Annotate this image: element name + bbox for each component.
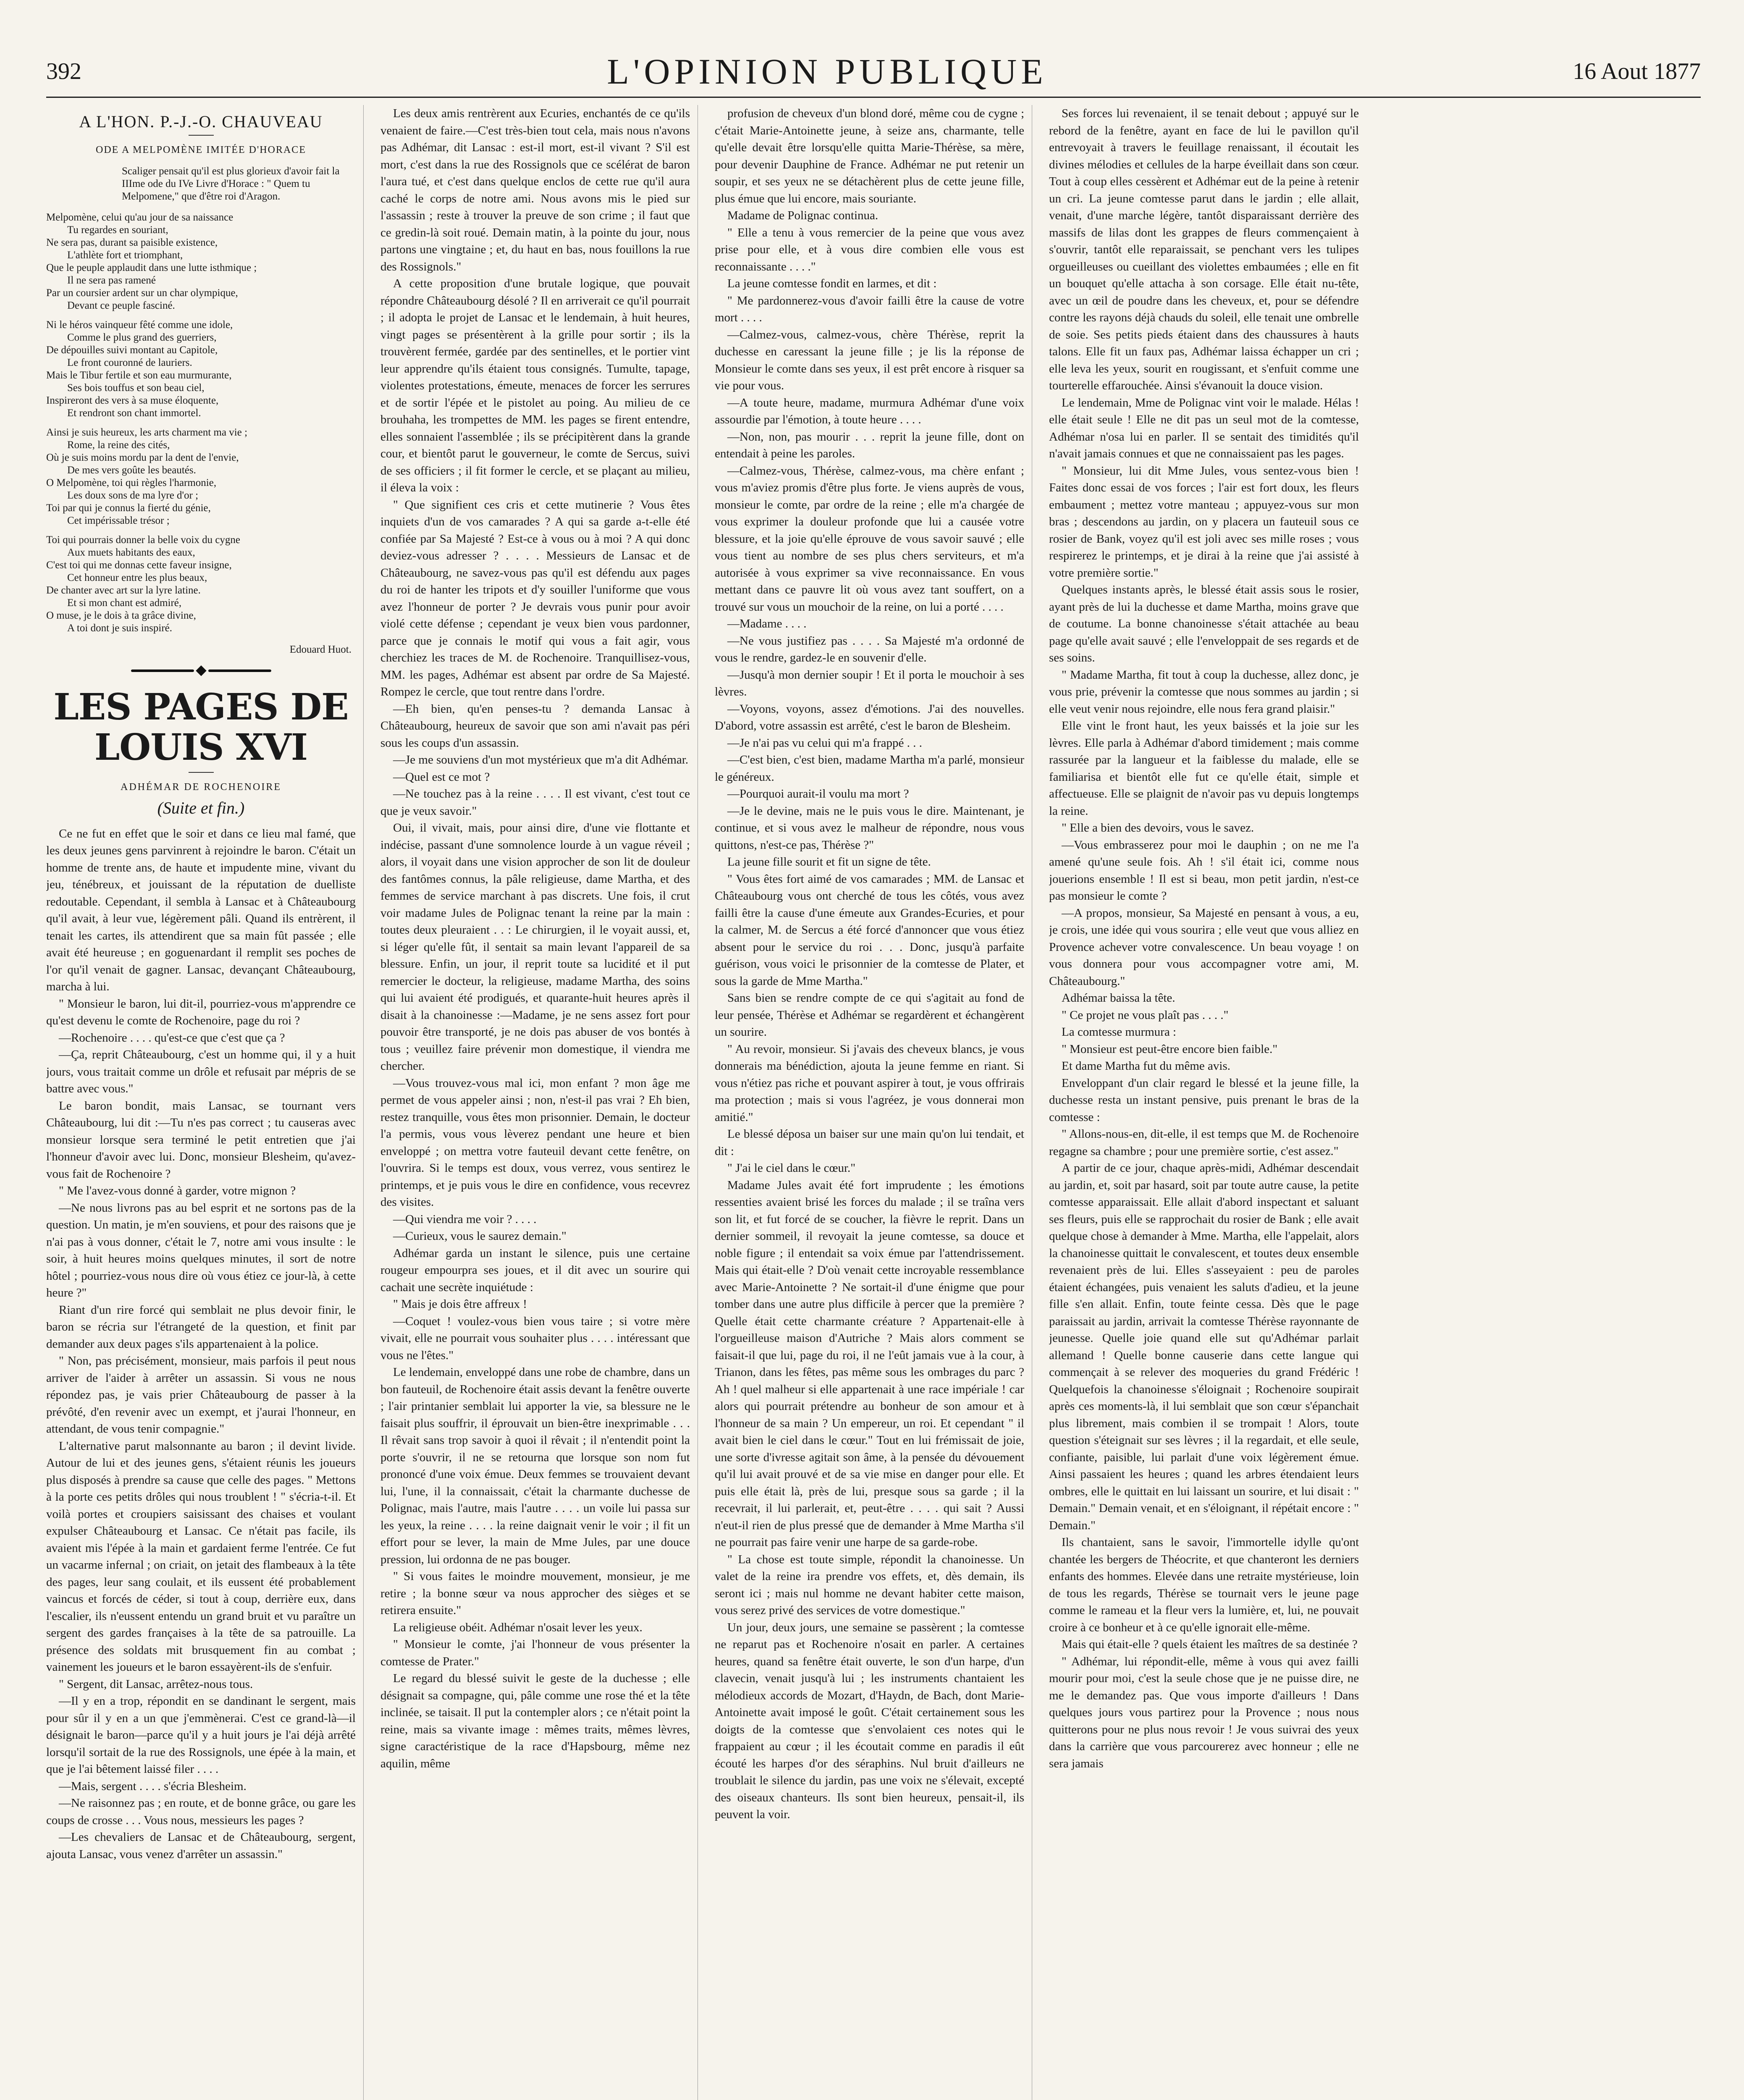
paragraph: Riant d'un rire forcé qui semblait ne plus devoir finir, le baron se récria sur l'étrangeté de la question, et finit par demander aux deux pages s'ils appartenaient à la police. bbox=[46, 1303, 356, 1351]
poem-line: L'athlète fort et triomphant, bbox=[67, 249, 183, 261]
paragraph: La religieuse obéit. Adhémar n'osait lever les yeux. bbox=[393, 1620, 643, 1634]
paragraph: Ses forces lui revenaient, il se tenait debout ; appuyé sur le rebord de la fenêtre, ayant en face de lui le pavillon qu'il entrevoyait à travers le feuillage renaissant, il écoutait les divines mélodies et cellules de la harpe éveillait dans son cœur. Tout à coup elles cessèrent et Adhémar eut de la peine à retenir un cri. La jeune comtesse parut dans le jardin ; elle allait, venait, d'une marche légère, tantôt disparaissant derrière des massifs de lilas dont les grappes de fleurs commençaient à s'ouvrir, tantôt elle reparaissait, se penchant vers les tulipes orgueilleuses ou cueillant des violettes embaumées ; elle en fit un bouquet qu'elle attacha à son corsage. Elle était nu-tête, avec un œil de poudre dans les cheveux, et, pour se défendre contre les rayons déjà chauds du soleil, elle tenait une ombrelle de soie. Ses petits pieds étaient dans des chaussures à hauts talons. Elle fit un faux pas, Adhémar laissa échapper un cri ; elle leva les yeux, sourit en rougissant, et s'enfuit comme une tourterelle effarouchée. Ainsi s'évanouit la douce vision. bbox=[1049, 107, 1359, 392]
paragraph: —Jusqu'à mon dernier soupir ! Et il porta le mouchoir à ses lèvres. bbox=[715, 668, 1024, 698]
poem-line: Comme le plus grand des guerriers, bbox=[67, 332, 217, 343]
paragraph: Madame de Polignac continua. bbox=[727, 209, 879, 222]
poem-line: C'est toi qui me donnas cette faveur insigne, bbox=[46, 559, 232, 571]
story-title: LES PAGES DE LOUIS XVI bbox=[53, 685, 349, 769]
divider bbox=[189, 135, 214, 136]
paragraph: —Les chevaliers de Lansac et de Châteaubourg, sergent, ajouta Lansac, vous venez d'arrêter un assassin." bbox=[46, 1830, 356, 1861]
paragraph: Un jour, deux jours, une semaine se passèrent ; la comtesse ne reparut pas et Rochenoire n'osait en parler. A certaines heures, quand sa fenêtre était ouverte, le son d'un harpe, d'un clavecin, venait jusqu'à lui ; les instruments chantaient les mélodieux accords de Mozart, d'Haydn, de Bach, dont Marie-Antoinette avait imposé le goût. C'était certainement sous les doigts de la comtesse que s'envolaient ces notes qui le frappaient au cœur ; il les écoutait comme en paradis il eût écouté les harpes d'or des séraphins. Nul bruit d'ailleurs ne troublait le silence du jardin, pas une voix ne s'élevait, excepté des oiseaux chanteurs. Ils sont bien heureux, pensait-il, ils peuvent la voir. bbox=[715, 1620, 1024, 1821]
paragraph: —Rochenoire . . . . qu'est-ce que c'est que ça ? bbox=[59, 1031, 285, 1045]
paragraph: —Non, non, pas mourir . . . reprit la jeune fille, dont on entendait à peine les paroles. bbox=[715, 430, 1024, 460]
poem-body bbox=[46, 211, 356, 635]
paragraph: —Ça, reprit Châteaubourg, c'est un homme qui, il y a huit jours, vous traitait comme un drôle et refusait par mépris de se battre avec vous." bbox=[46, 1048, 356, 1095]
paragraph: —Je le devine, mais ne le puis vous le dire. Maintenant, je continue, et si vous avez le malheur de répondre, nous vous quittons, n'est-ce pas, Thérèse ?" bbox=[715, 804, 1024, 852]
column-1 bbox=[46, 105, 364, 2100]
poem-epigraph: Scaliger pensait qu'il est plus glorieux d'avoir fait la IIIme ode du IVe Livre d'Horace : " Quem tu Melpomene," que d'être roi d'Aragon. bbox=[122, 165, 340, 202]
paragraph: —Calmez-vous, calmez-vous, chère Thérèse, reprit la duchesse en caressant la jeune fille ; je lis la réponse de Monsieur le comte dans ses yeux, il est prêt encore à risquer sa vie pour vous. bbox=[715, 328, 1024, 392]
poem-line: Tu regardes en souriant, bbox=[67, 224, 168, 236]
paragraph: " Au revoir, monsieur. Si j'avais des cheveux blancs, je vous donnerais ma bénédiction, ajouta la jeune femme en riant. Si vous n'étiez pas riche et pouvant aspirer à tout, je vous offrirais ma protection ; mais si vous l'agréez, je vous donnerai mon amitié." bbox=[715, 1042, 1024, 1124]
paragraph: " Me l'avez-vous donné à garder, votre mignon ? bbox=[59, 1184, 296, 1197]
paragraph: —C'est bien, c'est bien, madame Martha m'a parlé, monsieur le généreux. bbox=[715, 753, 1024, 784]
masthead bbox=[46, 46, 1701, 98]
poem-line: Devant ce peuple fasciné. bbox=[67, 300, 175, 311]
poem-line: Où je suis moins mordu par la dent de l'envie, bbox=[46, 452, 239, 463]
poem-line: O Melpomène, toi qui règles l'harmonie, bbox=[46, 477, 217, 488]
paragraph: —Je me souviens d'un mot mystérieux que m'a dit Adhémar. bbox=[393, 753, 689, 766]
paragraph: Ils chantaient, sans le savoir, l'immortelle idylle qu'ont chantée les bergers de Théocrite, et que chanteront les derniers enfants des hommes. Elevée dans une retraite mystérieuse, loin de tous les regards, Thérèse se tournait vers le jeune page comme le rameau et la fleur vers la lumière, et, lui, ne pouvait croire à ce bonheur et à ce qu'elle ignorait elle-même. bbox=[1049, 1536, 1359, 1634]
article-columns bbox=[46, 105, 1701, 2100]
poem-line: Le front couronné de lauriers. bbox=[67, 357, 192, 368]
divider bbox=[189, 772, 214, 773]
paragraph: —Ne raisonnez pas ; en route, et de bonne grâce, ou gare les coups de crosse . . . Vous nous, messieurs les pages ? bbox=[46, 1796, 356, 1827]
poem-line: Ne sera pas, durant sa paisible existence, bbox=[46, 237, 218, 248]
issue-date: 16 Aout 1877 bbox=[1573, 58, 1701, 84]
ornament-bar bbox=[208, 669, 271, 672]
paragraph: " Si vous faites le moindre mouvement, monsieur, je me retire ; la bonne sœur va nous approcher des sièges et se retirera ensuite." bbox=[380, 1570, 690, 1617]
paragraph: " Vous êtes fort aimé de vos camarades ; MM. de Lansac et Châteaubourg vous ont cherché de tous les côtés, vous avez failli être la cause d'une émeute aux Grandes-Ecuries, et pour la calmer, M. de Sercus a été forcé d'annoncer que vous étiez absent pour le service du roi . . . Donc, jusqu'à parfaite guérison, vous voici le prisonnier de la comtesse de Plater, et sous la garde de Mme Martha." bbox=[715, 872, 1024, 988]
paragraph: Mais qui était-elle ? quels étaient les maîtres de sa destinée ? bbox=[1062, 1638, 1358, 1651]
poem-line: Ses bois touffus et son beau ciel, bbox=[67, 382, 205, 394]
column-1-text bbox=[46, 825, 356, 1863]
paragraph: —Curieux, vous le saurez demain." bbox=[393, 1229, 566, 1243]
poem-line: Il ne sera pas ramené bbox=[67, 275, 156, 286]
paragraph: Et dame Martha fut du même avis. bbox=[1062, 1059, 1230, 1073]
paragraph: " Que signifient ces cris et cette mutinerie ? Vous êtes inquiets d'un de vos camarades ? A qui sa garde a-t-elle été confiée par Sa Majesté ? Est-ce à vous ou à moi ? A qui donc deviez-vous adresser ? . . . . Messieurs de Lansac et de Châteaubourg, ne savez-vous pas qu'il est défendu aux pages du roi de hanter les tripots et d'y souiller l'uniforme que vous avez l'honneur de porter ? Je devrais vous punir pour avoir violé cette défense ; cependant je veux bien vous pardonner, parce que je connais le motif qui vous a fait agir, vous cherchiez les traces de M. de Rochenoire. Tranquillisez-vous, MM. les pages, Adhémar est absent par ordre de Sa Majesté. Rompez le cercle, que tout rentre dans l'ordre. bbox=[380, 498, 690, 698]
paragraph: La jeune fille sourit et fit un signe de tête. bbox=[727, 855, 931, 869]
column-2-text bbox=[380, 105, 690, 1772]
paragraph: " La chose est toute simple, répondit la chanoinesse. Un valet de la reine ira prendre vos effets, et, dès demain, ils seront ici ; mais nul homme ne devant habiter cette maison, vous serez privé des services de votre domestique." bbox=[715, 1552, 1024, 1617]
paragraph: " Me pardonnerez-vous d'avoir failli être la cause de votre mort . . . . bbox=[715, 294, 1024, 324]
paragraph: profusion de cheveux d'un blond doré, même cou de cygne ; c'était Marie-Antoinette jeune, à seize ans, charmante, telle qu'elle devait être lorsqu'elle quitta Marie-Thérèse, sa mère, pour devenir Dauphine de France. Adhémar ne put retenir un soupir, et ses yeux ne se détachèrent plus de cette jeune fille, plus émue que lui encore, mais souriante. bbox=[715, 107, 1024, 205]
paragraph: Elle vint le front haut, les yeux baissés et la joie sur les lèvres. Elle parla à Adhémar d'abord timidement ; mais comme rassurée par la langueur et la faiblesse du malade, elle se familiarisa et bientôt elle fut ce qu'elle était, simple et affectueuse. Elle se plaignit de n'avoir pas vu depuis longtemps la reine. bbox=[1049, 719, 1359, 818]
poem-line: Par un coursier ardent sur un char olympique, bbox=[46, 287, 238, 299]
paragraph: A partir de ce jour, chaque après-midi, Adhémar descendait au jardin, et, soit par hasard, soit par toute autre cause, la petite comtesse apparaissait. Elle allait d'abord inspectant et saluant ses fleurs, puis elle se rapprochait du rosier de Bank ; elle avait quelque chose à demander à Mme. Martha, elle l'appelait, alors la chanoinesse quittait le convalescent, et toutes deux ensemble revenaient près de lui. Elles s'asseyaient : peu de paroles étaient échangées, puis venaient les saluts d'adieu, et la jeune fille s'en allait. Enfin, toute feinte cessa. Dès que le page paraissait au jardin, arrivait la comtesse Thérèse rayonnante de jeunesse. Quelle joie quand elle sut qu'Adhémar parlait allemand ! Quelle bonne causerie dans cette langue qui commençait à se relever des moqueries du grand Frédéric ! Quelquefois la chanoinesse s'éloignait ; Rochenoire soupirait après ces moments-là, il lui semblait que son cœur s'épanchait plus librement, mais combien il se trompait ! Alors, toute question s'éteignait sur ses lèvres ; il la regardait, et elle seule, confiante, paisible, lui parlait d'une voix légèrement émue. Ainsi passaient les heures ; quand les arbres étendaient leurs ombres, elle le quittait en lui laissant un sourire, et lui disait : " Demain." Demain venait, et en s'éloignant, il répétait encore : " Demain." bbox=[1049, 1161, 1359, 1532]
poem-stanza bbox=[46, 319, 356, 420]
poem-line: De chanter avec art sur la lyre latine. bbox=[46, 585, 201, 596]
paragraph: Sans bien se rendre compte de ce qui s'agitait au fond de leur pensée, Thérèse et Adhémar se regardèrent et échangèrent un sourire. bbox=[715, 991, 1024, 1039]
poem-line: De mes vers goûte les beautés. bbox=[67, 465, 196, 476]
paragraph: " Elle a tenu à vous remercier de la peine que vous avez prise pour elle, et à vous dire combien elle vous est reconnaissante . . . ." bbox=[715, 226, 1024, 273]
paragraph: La jeune comtesse fondit en larmes, et dit : bbox=[727, 277, 937, 290]
story-continuation: (Suite et fin.) bbox=[157, 798, 245, 817]
paragraph: Le blessé déposa un baiser sur une main qu'on lui tendait, et dit : bbox=[715, 1127, 1024, 1158]
paragraph: —Quel est ce mot ? bbox=[393, 770, 490, 784]
poem-line: Mais le Tibur fertile et son eau murmurante, bbox=[46, 370, 232, 381]
paragraph: " Monsieur est peut-être encore bien faible." bbox=[1062, 1042, 1278, 1056]
poem-title: A L'HON. P.-J.-O. CHAUVEAU bbox=[79, 112, 323, 131]
paragraph: —Vous trouvez-vous mal ici, mon enfant ? mon âge me permet de vous appeler ainsi ; non, n'est-il pas vrai ? Eh bien, restez tranquille, vous êtes mon prisonnier. Demain, le docteur l'a permis, vous vous lèverez pendant une heure et bien enveloppé ; on mettra votre fauteuil devant cette fenêtre, on l'ouvrira. Si le temps est doux, vous verrez, vous sentirez le printemps, et je puis vous le dire en confidence, vous recevrez des visites. bbox=[380, 1076, 690, 1209]
poem-line: De dépouilles suivi montant au Capitole, bbox=[46, 344, 218, 356]
poem-line: Toi qui pourrais donner la belle voix du cygne bbox=[46, 534, 241, 546]
poem-line: Et rendront son chant immortel. bbox=[67, 407, 201, 419]
column-4 bbox=[1049, 105, 1366, 2100]
paragraph: —Calmez-vous, Thérèse, calmez-vous, ma chère enfant ; vous m'aviez promis d'être plus forte. Je viens auprès de vous, monsieur le comte, par ordre de la reine ; elle m'a chargée de vous exprimer la douleur profonde que lui a causée votre blessure, et la joie qu'elle éprouve de vous savoir sauvé ; elle vous tient au nombre de ses plus chers serviteurs, et m'a autorisée à vous exprimer sa vive reconnaissance. En vous mettant dans ce pauvre lit où vous avez tant souffert, on a trouvé sur vous un mouchoir de la reine, on lui a porté . . . . bbox=[715, 464, 1024, 614]
poem-signature: Edouard Huot. bbox=[289, 644, 351, 655]
paragraph: " Sergent, dit Lansac, arrêtez-nous tous. bbox=[59, 1677, 253, 1691]
paragraph: —Qui viendra me voir ? . . . . bbox=[393, 1212, 537, 1226]
paragraph: " Monsieur, lui dit Mme Jules, vous sentez-vous bien ! Faites donc essai de vos forces ; l'air est fort doux, les fleurs embaument ; mettez votre manteau ; appuyez-vous sur mon bras ; descendons au jardin, on y placera un fauteuil sous ce rosier de Bank, voyez qu'il est joli avec ses mille roses ; vous respirerez le printemps, et je dirai à la reine que j'ai assisté à votre première sortie." bbox=[1049, 464, 1359, 580]
paragraph: —Vous embrasserez pour moi le dauphin ; on ne me l'a amené qu'une seule fois. Ah ! s'il était ici, comme nous jouerions ensemble ! Il est si beau, mon petit jardin, n'est-ce pas monsieur le comte ? bbox=[1049, 838, 1359, 903]
paragraph: Enveloppant d'un clair regard le blessé et la jeune fille, la duchesse resta un instant pensive, puis prenant le bras de la comtesse : bbox=[1049, 1076, 1359, 1124]
poem-line: O muse, je le dois à ta grâce divine, bbox=[46, 610, 196, 621]
poem-stanza bbox=[46, 211, 356, 312]
paragraph: Quelques instants après, le blessé était assis sous le rosier, ayant près de lui la duchesse et dame Martha, moins grave que de coutume. La bonne chanoinesse s'était attachée au beau page qu'elle avait sauvé ; elle l'enveloppait de ses regards et de ses soins. bbox=[1049, 583, 1359, 664]
ornament-bar bbox=[131, 669, 194, 672]
paragraph: L'alternative parut malsonnante au baron ; il devint livide. Autour de lui et des jeunes gens, s'étaient réunis les joueurs plus disposés à prendre sa cause que celle des pages. " Mettons à la porte ces petits drôles qui nous troublent ! " s'écria-t-il. Et voilà portes et croupiers saisissant des chaises et voulant expulser Châteaubourg et Lansac. Ce n'était pas facile, ils avaient mis l'épée à la main et gardaient ferme l'entrée. Ce fut un vacarme infernal ; on criait, on jetait des flambeaux à la tête des pages, leur sang coulait, et ils eussent été probablement vaincus et forcés de céder, si tout à coup, derrière eux, dans l'escalier, ils n'eussent entendu un grand bruit et vu paraître un sergent des gardes françaises à la tête de sa patrouille. La présence des soldats mit brusquement fin au combat ; vainement les joueurs et le baron essayèrent-ils de s'enfuir. bbox=[46, 1439, 356, 1674]
poem-line: Inspireront des vers à sa muse éloquente, bbox=[46, 395, 219, 406]
paragraph: La comtesse murmura : bbox=[1062, 1025, 1176, 1039]
column-4-text bbox=[1049, 105, 1359, 1772]
paragraph: Le baron bondit, mais Lansac, se tournant vers Châteaubourg, lui dit :—Tu n'es pas correct ; tu causeras avec monsieur lorsque sera terminé le petit entretien que j'ai l'honneur d'avoir avec lui. Donc, monsieur Blesheim, qu'avez-vous fait de Rochenoire ? bbox=[46, 1099, 356, 1181]
poem-line: Que le peuple applaudit dans une lutte isthmique ; bbox=[46, 262, 257, 273]
paragraph: Le lendemain, Mme de Polignac vint voir le malade. Hélas ! elle était seule ! Elle ne dit pas un seul mot de la comtesse, Adhémar n'osa lui en parler. Il se sentait des timidités qu'il n'avait jamais connues et que ne connaissaient pas les pages. bbox=[1049, 396, 1359, 460]
paragraph: " J'ai le ciel dans le cœur." bbox=[727, 1161, 856, 1175]
column-3-text bbox=[715, 105, 1024, 1823]
paragraph: Oui, il vivait, mais, pour ainsi dire, d'une vie flottante et indécise, passant d'une somnolence lourde à un vague réveil ; alors, il voyait dans une vision approcher de son lit de douleur des fantômes connus, la pâle religieuse, dame Martha, et des femmes de service marchant à pas discrets. Une fois, il crut voir madame Jules de Polignac tenant la reine par la main : toutes deux pleuraient . . : Le chirurgien, il le voyait aussi, et, si léger qu'elle fût, il sentait sa main levant l'appareil de sa blessure. Enfin, un jour, il reprit toute sa lucidité et il put remercier le docteur, la religieuse, madame Martha, des soins qui lui avaient été prodigués, et quarante-huit heures après il disait à la chanoinesse :—Madame, je ne sens assez fort pour pouvoir être transporté, je ne dois pas abuser de vos bontés à tous ; veuillez faire prévenir mon domestique, il viendra me chercher. bbox=[380, 821, 690, 1073]
paragraph: —A toute heure, madame, murmura Adhémar d'une voix assourdie par l'émotion, à toute heure . . . . bbox=[715, 396, 1024, 426]
poem-line: Cet honneur entre les plus beaux, bbox=[67, 572, 207, 583]
poem-line: Aux muets habitants des eaux, bbox=[67, 547, 195, 558]
paragraph: —Madame . . . . bbox=[727, 617, 807, 630]
paragraph: " Monsieur le baron, lui dit-il, pourriez-vous m'apprendre ce qu'est devenu le comte de Rochenoire, page du roi ? bbox=[46, 997, 356, 1027]
paragraph: —Il y en a trop, répondit en se dandinant le sergent, mais pour sûr il y en a un que j'emmènerai. C'est ce grand-là—il désignait le baron—parce qu'il y a huit jours je l'ai déjà arrêté lorsqu'il sortait de la rue des Rossignols, une épée à la main, et que je l'ai bêtement laissé filer . . . . bbox=[46, 1694, 356, 1776]
paragraph: " Ce projet ne vous plaît pas . . . ." bbox=[1062, 1008, 1229, 1022]
paragraph: Adhémar baissa la tête. bbox=[1062, 991, 1175, 1005]
paragraph: —A propos, monsieur, Sa Majesté en pensant à vous, a eu, je crois, une idée qui vous sourira ; elle veut que vous alliez en Provence achever votre convalescence. Un beau voyage ! on vous donnera pour vous accompagner votre ami, M. Châteaubourg." bbox=[1049, 906, 1359, 988]
story-author: ADHÉMAR DE ROCHENOIRE bbox=[121, 781, 281, 793]
column-2 bbox=[380, 105, 698, 2100]
paragraph: " Mais je dois être affreux ! bbox=[393, 1297, 527, 1311]
paragraph: —Ne touchez pas à la reine . . . . Il est vivant, c'est tout ce que je veux savoir." bbox=[380, 787, 690, 818]
poem-line: Les doux sons de ma lyre d'or ; bbox=[67, 490, 199, 501]
poem-stanza bbox=[46, 534, 356, 635]
paragraph: —Voyons, voyons, assez d'émotions. J'ai des nouvelles. D'abord, votre assassin est arrêté, c'est le baron de Blesheim. bbox=[715, 702, 1024, 732]
paragraph: —Je n'ai pas vu celui qui m'a frappé . . . bbox=[727, 736, 922, 750]
paragraph: A cette proposition d'une brutale logique, que pouvait répondre Châteaubourg désolé ? Il en arriverait ce qu'il pourrait ; il adopta le projet de Lansac et le lendemain, à huit heures, vingt pages se présentèrent à la grille pour sortir ; ils la trouvèrent fermée, gardée par des sentinelles, et le portier vint leur apprendre qu'ils étaient tous consignés. Tumulte, tapage, violentes protestations, émeute, menaces de forcer les serrures et de sortir l'épée et le pistolet au poing. Au milieu de ce brouhaha, les trompettes de MM. les pages se firent entendre, elles sonnaient l'assemblée ; ils se précipitèrent dans la grande cour, et bientôt parut le gouverneur, le comte de Sercus, suivi de ses officiers ; il fit former le cercle, et se plaçant au milieu, il éleva la voix : bbox=[380, 277, 690, 494]
poem-subtitle: ODE A MELPOMÈNE IMITÉE D'HORACE bbox=[96, 144, 306, 155]
column-3 bbox=[715, 105, 1032, 2100]
page-number: 392 bbox=[46, 58, 81, 84]
paragraph: " Adhémar, lui répondit-elle, même à vous qui avez failli mourir pour moi, c'est la seule chose que je ne puisse dire, ne me le demandez pas. Que vous importe d'ailleurs ! Dans quelques jours vous partirez pour la Provence ; nous nous quitterons pour ne plus nous revoir ! Je vous suivrai des yeux dans la carrière que vous parcourerez avec honneur ; elle ne sera jamais bbox=[1049, 1654, 1359, 1770]
ornament-diamond bbox=[196, 665, 206, 676]
paragraph: —Ne nous livrons pas au bel esprit et ne sortons pas de la question. Un matin, je m'en souviens, et pour des raisons que je n'ai pas à vous donner, c'était le 7, notre ami vous insulte : le soir, à huit heures moins quelques minutes, il sort de notre hôtel ; pourriez-vous nous dire où vous étiez ce jour-là, à cette heure ?" bbox=[46, 1201, 356, 1299]
paragraph: —Pourquoi aurait-il voulu ma mort ? bbox=[727, 787, 909, 801]
paragraph: Madame Jules avait été fort imprudente ; les émotions ressenties avaient brisé les forces du malade ; il se traîna vers son lit, et fut forcé de se coucher, la fièvre le reprit. Dans un dernier sommeil, il revoyait la jeune comtesse, sa douce et noble figure ; il entendait sa voix émue par l'attendrissement. Mais qui était-elle ? D'où venait cette incroyable ressemblance avec Marie-Antoinette ? Ne sortait-il d'une énigme que pour tomber dans une autre plus difficile à percer que la première ? Quelle était cette charmante créature ? Appartenait-elle à l'orgueilleuse maison d'Autriche ? Mais alors comment se faisait-il que lui, page du roi, il ne l'eût jamais vue à la cour, à Trianon, dans les fêtes, pas même sous les ombrages du parc ? Ah ! quel malheur si elle appartenait à une race impériale ! car alors qui pourrait prétendre au bonheur de son amour et à l'honneur de sa main ? Un empereur, un roi. Et cependant " il avait bien le ciel dans le cœur." Tout en lui frémissait de joie, une sorte d'ivresse agitait son âme, à la pensée du dévouement qu'il lui avait prouvé et de sa vie mise en danger pour elle. Et puis elle était là, près de lui, presque sous sa garde ; il la recevrait, il lui parlerait, et, peut-être . . . . qui sait ? Aussi n'eut-il rien de plus pressé que de demander à Mme Martha s'il ne pourrait pas faire venir une harpe de sa garde-robe. bbox=[715, 1178, 1024, 1549]
paragraph: Le lendemain, enveloppé dans une robe de chambre, dans un bon fauteuil, de Rochenoire était assis devant la fenêtre ouverte ; l'air printanier semblait lui apporter la vie, sa blessure ne le faisait plus souffrir, il éprouvait un bien-être inexprimable . . . Il rêvait sans trop savoir à quoi il rêvait ; il n'entendit point la porte s'ouvrir, il ne se retourna que lorsque son nom fut prononcé d'une voix émue. Deux femmes se trouvaient devant lui, l'une, il la connaissait, c'était la charmante duchesse de Polignac, mais l'autre, mais l'autre . . . . un voile lui passa sur les yeux, la reine . . . . la reine daignait venir le voir ; il fit un effort pour se lever, la main de Mme Jules, par une douce pression, lui ordonna de ne pas bouger. bbox=[380, 1365, 690, 1566]
poem-line: Ainsi je suis heureux, les arts charment ma vie ; bbox=[46, 427, 248, 438]
paragraph: Ce ne fut en effet que le soir et dans ce lieu mal famé, que les deux jeunes gens parvinrent à rejoindre le baron. C'était un homme de trente ans, de haute et impudente mine, vivant du jeu, ténébreux, et jouissant de la réputation de duelliste redoutable. Cependant, il sembla à Lansac et à Châteaubourg qu'il avait, à leur vue, légèrement pâli. Quand ils entrèrent, il tenait les cartes, ils attendirent que sa main fût passée ; elle avait été heureuse ; en goguenardant il remplit ses poches de l'or qu'il venait de gagner. Lansac, devançant Châteaubourg, marcha à lui. bbox=[46, 827, 356, 993]
poem-stanza bbox=[46, 426, 356, 527]
paragraph: " Allons-nous-en, dit-elle, il est temps que M. de Rochenoire regagne sa chambre ; pour une première sortie, c'est assez." bbox=[1049, 1127, 1359, 1158]
section-ornament bbox=[46, 667, 356, 675]
paragraph: —Ne vous justifiez pas . . . . Sa Majesté m'a ordonné de vous le rendre, gardez-le en souvenir d'elle. bbox=[715, 634, 1024, 664]
paragraph: Les deux amis rentrèrent aux Ecuries, enchantés de ce qu'ils venaient de faire.—C'est très-bien tout cela, mais nous n'avons pas Adhémar, dit Lansac : est-il mort, est-il vivant ? S'il est mort, c'est dans la rue des Rossignols que ce scélérat de baron l'aura tué, et c'est dans quelque enclos de cette rue qu'il aura caché le corps de notre ami. Nous avons mis le pied sur l'assassin ; reste à trouver la preuve de son crime ; il faut que ce gredin-là soit roué. Demain matin, à la pointe du jour, nous partons une vingtaine ; et, du haut en bas, nous fouillons la rue des Rossignols." bbox=[380, 107, 690, 273]
paragraph: —Mais, sergent . . . . s'écria Blesheim. bbox=[59, 1779, 247, 1793]
paragraph: " Elle a bien des devoirs, vous le savez. bbox=[1062, 821, 1254, 835]
poem-line: Cet impérissable trésor ; bbox=[67, 515, 170, 526]
paragraph: Adhémar garda un instant le silence, puis une certaine rougeur empourpra ses joues, et il dit avec un sourire qui cachait une secrète inquiétude : bbox=[380, 1246, 690, 1294]
paragraph: —Coquet ! voulez-vous bien vous taire ; si votre mère vivait, elle ne pourrait vous souhaiter plus . . . . intéressant que vous ne l'êtes." bbox=[380, 1314, 690, 1362]
poem-line: Et si mon chant est admiré, bbox=[67, 597, 182, 609]
paragraph: " Non, pas précisément, monsieur, mais parfois il peut nous arriver de l'aider à arrêter un assassin. Si vous ne nous répondez pas, je vais prier Châteaubourg de passer à la prévôté, d'en revenir avec un exempt, et j'aurai l'honneur, en attendant, de vous tenir compagnie." bbox=[46, 1354, 356, 1436]
paragraph: Le regard du blessé suivit le geste de la duchesse ; elle désignait sa compagne, qui, pâle comme une rose thé et la tête inclinée, se taisait. Il put la contempler alors ; ce n'était point la reine, mais sa vivante image : mêmes traits, mêmes lèvres, signe caractéristique de la race d'Hapsbourg, même nez aquilin, même bbox=[380, 1672, 690, 1770]
poem-line: Melpomène, celui qu'au jour de sa naissance bbox=[46, 212, 233, 223]
poem-line: Rome, la reine des cités, bbox=[67, 439, 170, 451]
paragraph: " Monsieur le comte, j'ai l'honneur de vous présenter la comtesse de Prater." bbox=[380, 1638, 690, 1668]
poem-line: Ni le héros vainqueur fêté comme une idole, bbox=[46, 319, 233, 331]
journal-title: L'OPINION PUBLIQUE bbox=[607, 51, 1047, 92]
paragraph: " Madame Martha, fit tout à coup la duchesse, allez donc, je vous prie, prévenir la comtesse que nous sommes au jardin ; si elle veut venir nous rejoindre, elle nous fera grand plaisir." bbox=[1049, 668, 1359, 716]
paragraph: —Eh bien, qu'en penses-tu ? demanda Lansac à Châteaubourg, heureux de savoir que son ami n'avait pas péri sous les coups d'un assassin. bbox=[380, 702, 690, 750]
poem-line: A toi dont je suis inspiré. bbox=[67, 622, 172, 634]
poem-line: Toi par qui je connus la fierté du génie, bbox=[46, 502, 211, 514]
